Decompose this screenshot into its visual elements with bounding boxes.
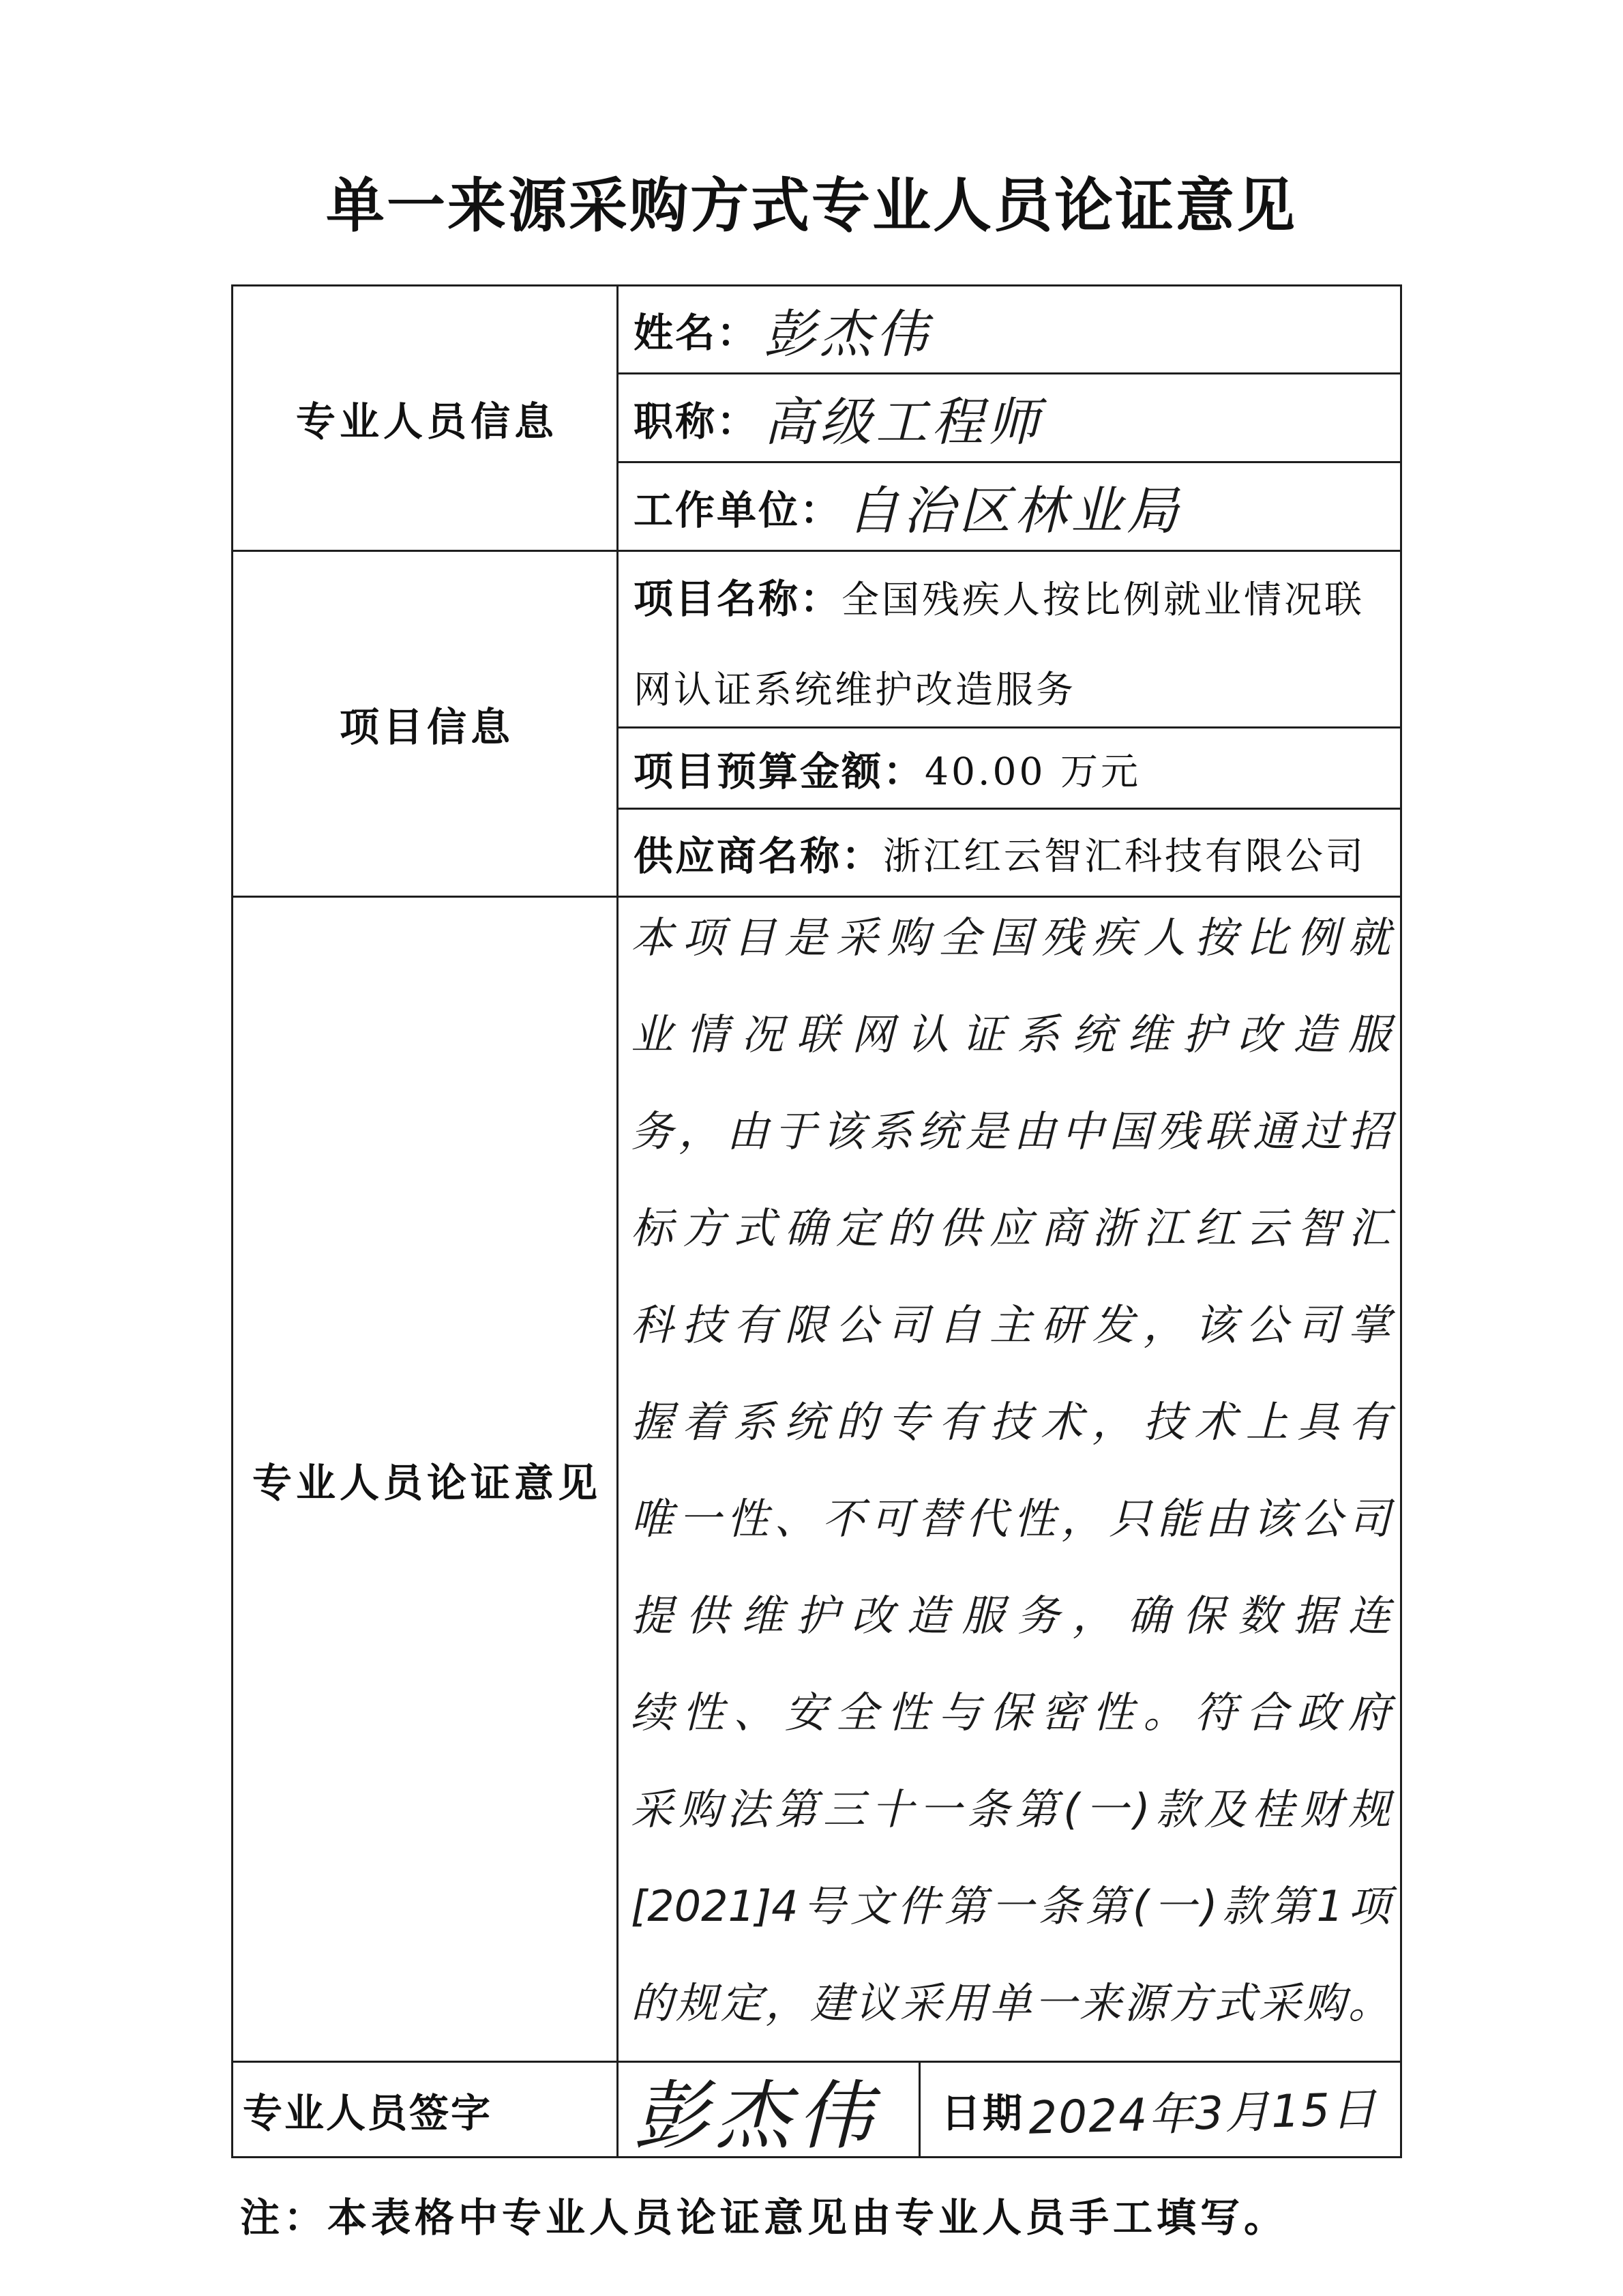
opinion-line: 标方式确定的供应商浙江红云智汇 (631, 1203, 1390, 1253)
section-person-info (233, 286, 619, 552)
opinion-line: 的规定，建议采用单一来源方式采购。 (631, 1978, 1390, 2028)
opinion-handwritten-body (619, 898, 1402, 2063)
work-unit-label: 工作单位： (634, 486, 842, 533)
opinion-line: [2021]4号文件第一条第(一)款第1项 (631, 1881, 1390, 1931)
footer-note: 注：本表格中专业人员论证意见由专业人员手工填写。 (240, 2194, 1288, 2241)
project-name-value: 全国残疾人按比例就业情况联网认证系统维护改造服务 (634, 578, 1365, 711)
signature-label-cell (233, 2063, 619, 2158)
opinion-line: 务，由于该系统是由中国残联通过招 (631, 1106, 1390, 1156)
name-label: 姓名： (634, 310, 759, 356)
handwritten-signature: 彭杰伟 (634, 2072, 879, 2160)
job-title-label: 职称： (634, 398, 759, 445)
budget-value: 40.00 万元 (925, 749, 1141, 793)
supplier-field (619, 810, 1402, 898)
opinion-line: 业情况联网认证系统维护改造服 (631, 1010, 1390, 1059)
budget-label: 项目预算金额： (634, 748, 925, 795)
project-name-field (619, 552, 1402, 728)
date-value-handwritten: 2024年3月15日 (1028, 2082, 1379, 2145)
opinion-line: 提供维护改造服务，确保数据连 (631, 1591, 1390, 1640)
signature-cell (619, 2063, 921, 2158)
project-name-label: 项目名称： (634, 576, 842, 622)
section-opinion (233, 898, 619, 2063)
job-title-value-handwritten: 高级工程师 (764, 392, 1044, 452)
signature-label: 专业人员签字 (243, 2089, 493, 2136)
date-label: 日期 (941, 2089, 1025, 2136)
section-person-info-label: 专业人员信息 (295, 398, 558, 445)
work-unit-field (619, 463, 1402, 552)
document-title: 单一来源采购方式专业人员论证意见 (326, 171, 1297, 240)
budget-field (619, 728, 1402, 810)
supplier-label: 供应商名称： (634, 833, 884, 879)
opinion-line: 续性、安全性与保密性。符合政府 (631, 1688, 1390, 1737)
opinion-line: 科技有限公司自主研发，该公司掌 (631, 1300, 1390, 1350)
section-project-info (233, 552, 619, 898)
opinion-line: 握着系统的专有技术，技术上具有 (631, 1397, 1390, 1447)
name-field (619, 286, 1402, 374)
date-cell (921, 2063, 1402, 2158)
work-unit-value-handwritten: 自治区林业局 (847, 480, 1183, 541)
section-opinion-label: 专业人员论证意见 (252, 1459, 601, 1506)
opinion-line: 本项目是采购全国残疾人按比例就 (631, 913, 1390, 962)
section-project-info-label: 项目信息 (339, 704, 514, 750)
name-value-handwritten: 彭杰伟 (764, 303, 932, 364)
supplier-value: 浙江红云智汇科技有限公司 (883, 834, 1367, 878)
job-title-field (619, 374, 1402, 463)
opinion-line: 唯一性、不可替代性，只能由该公司 (631, 1494, 1390, 1544)
form-table (231, 284, 1402, 2158)
opinion-line: 采购法第三十一条第(一)款及桂财规 (631, 1784, 1390, 1834)
